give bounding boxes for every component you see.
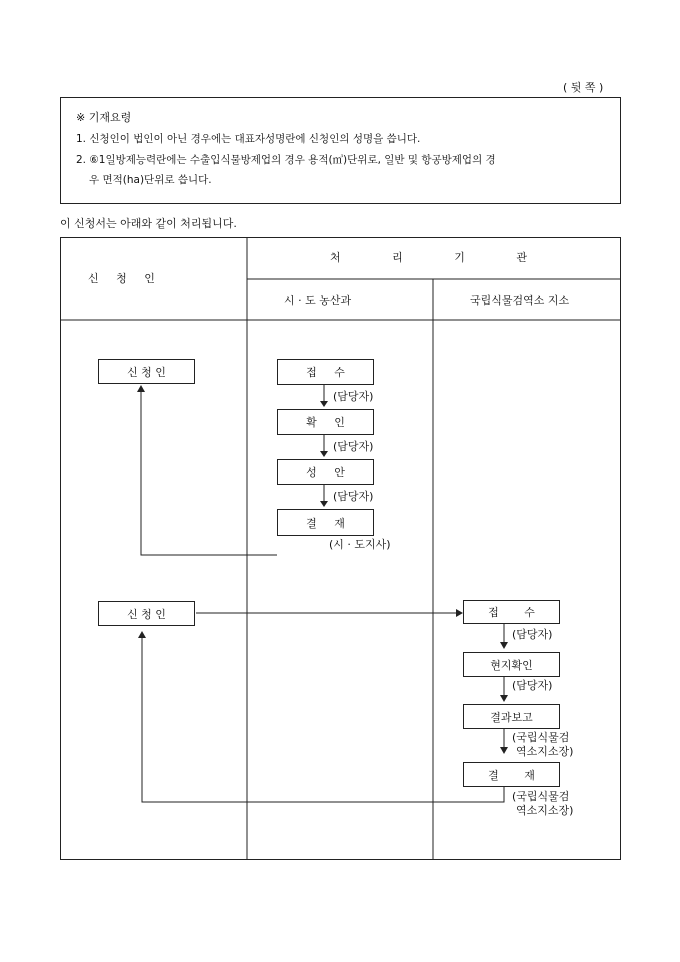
flow1-step-approve: 결 재 (277, 509, 374, 536)
flow1-step-confirm: 확 인 (277, 409, 374, 435)
header-processing-agency: 처 리 기 관 (330, 251, 527, 264)
flow2-applicant-box: 신 청 인 (98, 601, 195, 626)
process-intro: 이 신청서는 아래와 같이 처리됩니다. (60, 217, 237, 230)
subheader-quarantine-branch: 국립식물검역소 지소 (470, 294, 570, 307)
header-applicant: 신 청 인 (88, 272, 155, 285)
flow2-actor-3b: 역소지소장) (516, 745, 574, 758)
flow1-applicant-box: 신 청 인 (98, 359, 195, 384)
instruction-line-2a: 2. ⑥1일방제능력란에는 수출입식물방제업의 경우 용적(㎥)단위로, 일반 및 항공방제업의 경 (76, 154, 496, 166)
subheader-city-province: 시 · 도 농산과 (284, 294, 352, 307)
flow2-step-onsite-check: 현지확인 (463, 652, 560, 677)
flow2-actor-1: (담당자) (512, 628, 553, 641)
flow1-step-receive: 접 수 (277, 359, 374, 385)
flow2-actor-4b: 역소지소장) (516, 804, 574, 817)
flow1-actor-4: (시 · 도지사) (329, 538, 391, 551)
flow2-actor-2: (담당자) (512, 679, 553, 692)
flow2-actor-4a: (국립식물검 (512, 790, 570, 803)
flow2-step-result-report: 결과보고 (463, 704, 560, 729)
flow1-actor-3: (담당자) (333, 490, 374, 503)
instruction-line-2b: 우 면적(ha)단위로 씁니다. (89, 174, 212, 186)
flow2-step-receive: 접 수 (463, 600, 560, 624)
flow2-step-approve: 결 재 (463, 762, 560, 787)
flow2-actor-3a: (국립식물검 (512, 731, 570, 744)
instruction-line-1: 1. 신청인이 법인이 아닌 경우에는 대표자성명란에 신청인의 성명을 씁니다. (76, 133, 421, 145)
back-side-label: ( 뒷 쪽 ) (563, 81, 604, 94)
flow1-actor-2: (담당자) (333, 440, 374, 453)
flow1-actor-1: (담당자) (333, 390, 374, 403)
flow1-step-draft: 성 안 (277, 459, 374, 485)
instructions-title: ※ 기재요령 (76, 111, 132, 124)
